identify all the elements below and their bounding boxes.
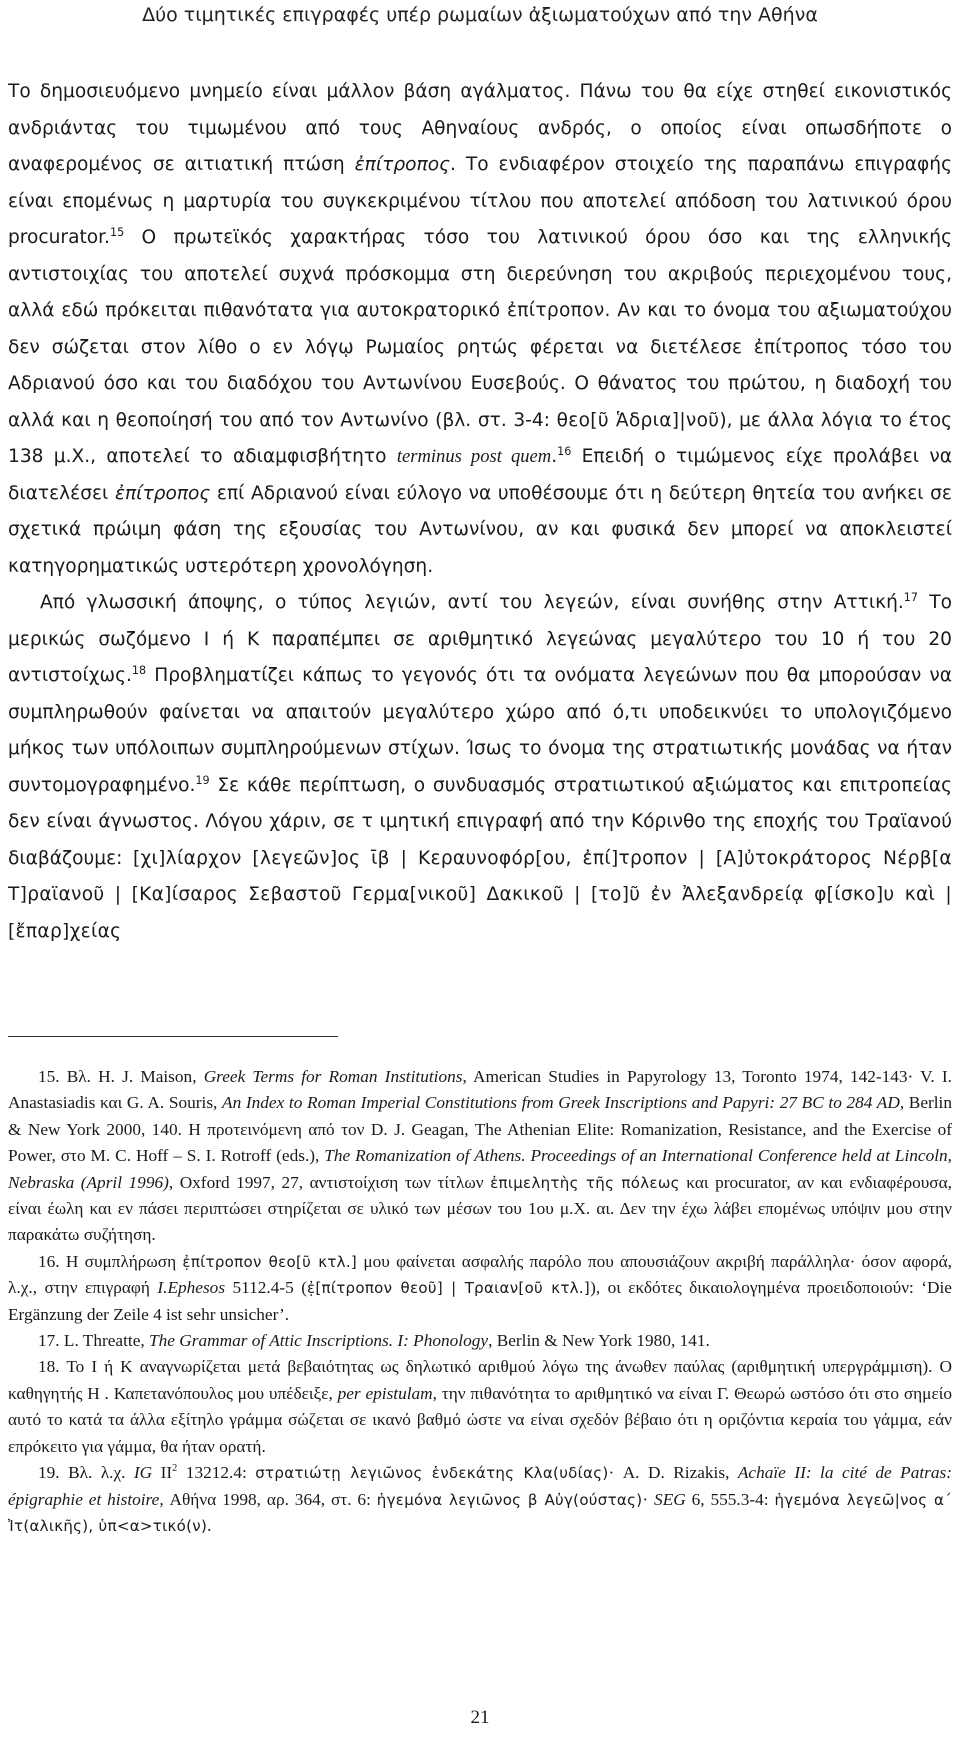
footnote-16 <box>8 1249 952 1328</box>
italic-term: terminus post quem <box>396 446 552 467</box>
footnote-18 <box>8 1354 952 1460</box>
text-run: , Berlin & New York 2000, 140. Η προτεινόμενη από τον D. J. Geagan, The Athenian Elite: Romanization, Resistance, and the Exercise of Power, στο M. C. Hoff – S. I. Rotroff (eds.), <box>8 1093 952 1166</box>
text-run: ), οι εκδότες δικαιολογημένα προειδοποιούν: ‘Die Ergänzung der Zeile 4 ist sehr unsicher’. <box>8 1278 952 1324</box>
text-run: και procurator, αν και ενδιαφέρουσα, είναι έωλη και εν πάσει περιπτώσει στηρίζεται σε υλικό των μέσων του 1ου μ.Χ. αι. Δεν την έχω λάβει επομένως υπόψιν μου στην παρακάτω συζήτηση. <box>8 1172 952 1245</box>
footnote-ref-16[interactable]: 16 <box>557 444 572 458</box>
greek-quote: ἡγεμόνα λεγεῶ|νος α´ Ἰτ(αλικῆς), ὑπ<α>τικό(ν) <box>8 1490 953 1535</box>
italic-term: per epistulam <box>337 1383 433 1403</box>
greek-quote: ἡγεμόνα λεγιῶνος β Αὐγ(ούστας) <box>376 1490 643 1509</box>
text-run: , Αθήνα 1998, αρ. 364, στ. 6: <box>159 1489 377 1509</box>
text-run: Το δημοσιευόμενο μνημείο είναι μάλλον βάση αγάλματος. Πάνω του θα είχε στηθεί εικονιστικός ανδριάντας του τιμωμένου από τους Αθηναίους ανδρός, ο οποίος είναι οπωσδήποτε ο αναφερομένος σε αιτιατική πτώση <box>8 81 952 175</box>
greek-quote: θεο[ῦ Ἁδρια]|νοῦ <box>556 409 720 431</box>
text-run: Προβληματίζει κάπως το γεγονός ότι τα ονόματα λεγεώνων που θα μπορούσαν να συμπληρωθούν φαίνεται να απαιτούν μεγαλύτερο χώρο από ό,τι υποδεικνύει το υπολογιζόμενο μήκος των υπόλοιπων συμπληρούμενων στίχων. Ίσως το όνομα της στρατιωτικής μονάδας να ήταν συντομογραφημένο. <box>8 665 952 796</box>
main-text <box>8 74 952 950</box>
italic-title: The Romanization of Athens. Proceedings of an International Conference held at Lincoln, Nebraska (April 1996) <box>8 1146 952 1192</box>
greek-quote: λεγιών <box>364 592 431 613</box>
footnote-ref-15[interactable]: 15 <box>109 225 125 239</box>
greek-quote: ἐ̣πίτροπον θεο[ῦ κτλ.] <box>182 1252 358 1271</box>
footnote-ref-17[interactable]: 17 <box>903 590 918 604</box>
text-run: 6, 555.3-4: <box>685 1489 775 1509</box>
text-run: , American Studies in Papyrology 13, Toronto 1974, 142-143· V. I. Anastasiadis και G. A. Souris, <box>8 1067 952 1113</box>
text-run: . <box>207 1515 212 1535</box>
text-run: Ο πρωτεϊκός χαρακτήρας τόσο του λατινικού όρου όσο και της ελληνικής αντιστοιχίας του αποτελεί συχνά πρόσκομμα στη διερεύνηση του ακριβούς περιεχομένου τους, αλλά εδώ πρόκειται πιθανότατα για αυτοκρατορικό <box>8 227 952 321</box>
text-run: . <box>551 446 558 467</box>
text-run: 19. Βλ. λ.χ. <box>38 1463 134 1483</box>
paragraph-2 <box>8 585 952 950</box>
text-run: 18. Το Ι ή Κ αναγνωρίζεται μετά βεβαιότητας ως δηλωτικό αριθμού λόγω της άνωθεν παύλας (αριθμητική υπεργράμμιση). Ο καθηγητής Η . Καπετανόπουλος μου υπέδειξε, <box>8 1357 952 1403</box>
text-run: II <box>152 1463 173 1483</box>
footnotes <box>8 1064 952 1539</box>
greek-quote: ἐπίτροπον <box>506 300 605 321</box>
text-run: 5112.4-5 ( <box>225 1278 307 1298</box>
footnote-ref-19[interactable]: 19 <box>195 773 210 787</box>
text-run: , την πιθανότητα το αριθμητικό να είναι Γ. Θεωρώ ωστόσο ότι στο σημείο αυτό το κατά τα άλλα εξίτηλο γράμμα σώζεται σε ικανό βαθμό ώστε να είναι σχεδόν βέβαιο ότι η οριζόντια κεραία του γάμμα, εάν επρόκειτο για γάμμα, θα ήταν ορατή. <box>8 1383 952 1456</box>
text-run: 13212.4: <box>177 1463 256 1483</box>
footnote-17 <box>8 1328 952 1354</box>
running-title: Δύο τιμητικές επιγραφές υπέρ ρωμαίων ἀξιωματούχων από την Αθήνα <box>142 4 818 26</box>
italic-title: IG <box>133 1463 153 1483</box>
italic-title: Achaïe II: la cité de Patras: épigraphie et histoire <box>8 1463 952 1509</box>
text-run: ), με άλλα λόγια το έτος 138 μ.Χ., αποτελεί το αδιαμφισβήτητο <box>8 409 952 467</box>
italic-title: The Grammar of Attic Inscriptions. I: Phonology <box>149 1331 489 1351</box>
text-run: · <box>642 1489 655 1509</box>
italic-title: An Index to Roman Imperial Constitutions from Greek Inscriptions and Papyri: 27 BC to 284 AD <box>222 1093 900 1113</box>
text-run: , Oxford 1997, 27, αντιστοίχιση των τίτλων <box>168 1172 491 1192</box>
italic-title: I.Ephesos <box>157 1278 226 1298</box>
text-run: . Αν και το όνομα του αξιωματούχου δεν σώζεται στον λίθο ο εν λόγῳ Ρωμαίος ρητώς φέρεται να διετέλεσε ἐπίτροπος τόσο του Αδριανού όσο και του διαδόχου του Αντωνίνου Ευσεβούς. Ο θάνατος του πρώτου, η διαδοχή του αλλά και η θεοποίησή του από τον Αντωνίνο (βλ. στ. 3-4: <box>8 300 952 431</box>
italic-title: Greek Terms for Roman Institutions <box>203 1067 463 1086</box>
page-number: 21 <box>470 1707 490 1728</box>
italic-title: SEG <box>654 1489 686 1509</box>
text-run: . Το ενδιαφέρον στοιχείο της παραπάνω επιγραφής είναι επομένως η μαρτυρία του συγκεκριμένου τίτλου που αποτελεί απόδοση του λατινικού όρου procurator. <box>8 154 952 248</box>
superscript: 2 <box>172 1463 178 1475</box>
text-run: , αντί του <box>430 592 544 613</box>
text-run: , είναι συνήθης στην Αττική. <box>613 592 904 613</box>
text-run: · A. D. Rizakis, <box>608 1463 738 1483</box>
text-run: επί Αδριανού είναι εύλογο να υποθέσουμε ότι η δεύτερη θητεία του ανήκει σε σχετικά πρώιμη φάση της εξουσίας του Αντωνίνου, αν και φυσικά δεν μπορεί να αποκλειστεί κατηγορηματικώς υστερότερη χρονολόγηση. <box>8 482 952 577</box>
italic-term: ἐπίτροπος <box>114 482 211 504</box>
paragraph-1 <box>8 74 952 585</box>
text-run: Από γλωσσική άποψης, ο τύπος <box>40 592 365 613</box>
text-run: Σε κάθε περίπτωση, ο συνδυασμός στρατιωτικού αξιώματος και επιτροπείας δεν είναι άγνωστος. Λόγου χάριν, σε τ ιμητική επιγραφή από την Κόρινθο της εποχής του Τραϊανού διαβάζουμε: <box>8 774 952 869</box>
greek-quote: λεγεών <box>543 592 614 613</box>
footnote-19 <box>8 1460 952 1539</box>
footnote-15 <box>8 1064 952 1249</box>
greek-inscription-quote: [χι]λίαρχον [λεγεῶν]ος ῑβ | Κεραυνοφόρ[ου, ἐπί]τροπον | [Α]ὐτοκράτορος Νέρβ[α Τ]ραϊανοῦ | [Κα]ίσαρος Σεβαστοῦ Γερμα[νικοῦ] Δακικοῦ | [το]ῦ ἐν Ἀλεξανδρείᾳ φ[ίσκο]υ καὶ | [ἔπαρ]χείας <box>8 847 952 942</box>
text-run: 15. Βλ. H. J. Maison, <box>38 1067 204 1086</box>
greek-quote: στρατιώτῃ λεγιῶνος ἑνδεκάτης Κλα(υδίας) <box>255 1464 609 1483</box>
italic-term: ἐπίτροπος <box>354 154 450 175</box>
footnote-separator <box>8 1036 338 1037</box>
greek-quote: ἐ̣[πίτροπον θεοῦ] | Τραιαν[οῦ κτλ.] <box>306 1279 591 1298</box>
text-run: Επειδή ο τιμώμενος είχε προλάβει να διατελέσει <box>8 446 953 504</box>
text-run: μου φαίνεται ασφαλής παρόλο που απουσιάζουν ακριβή παράλληλα· όσον αφορά, λ.χ., στην επιγραφή <box>8 1251 952 1298</box>
text-run: , Berlin & New York 1980, 141. <box>488 1331 710 1351</box>
greek-quote: ἐπιμελητὴς τῆς πόλεως <box>490 1173 680 1192</box>
footnote-ref-18[interactable]: 18 <box>131 663 147 677</box>
text-run: 17. L. Threatte, <box>38 1331 150 1351</box>
text-run: 16. Η συμπλήρωση <box>38 1251 183 1271</box>
text-run: Το μερικώς σωζόμενο Ι ή Κ παραπέμπει σε αριθμητικό λεγεώνας μεγαλύτερο του 10 ή του 20 αντιστοίχως. <box>8 592 952 686</box>
